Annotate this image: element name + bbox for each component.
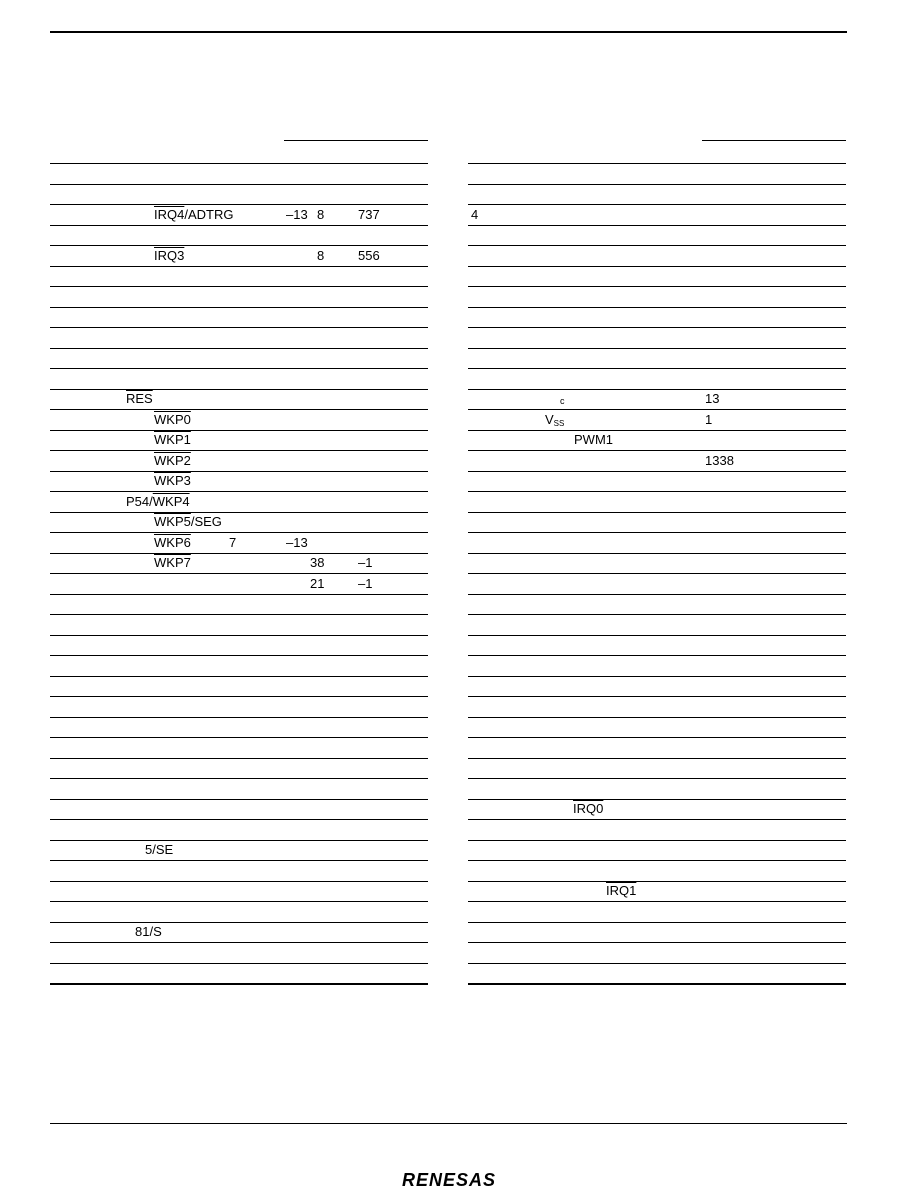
right-row-12-value: 1 [705, 412, 713, 427]
left-table-row-rule [50, 901, 428, 902]
left-row-20-v2: 21 [310, 576, 325, 591]
left-table-row-rule [50, 163, 428, 164]
left-table-row-rule [50, 840, 428, 841]
left-row-15-pin: WKP3 [154, 473, 191, 488]
right-table-row-rule [468, 594, 846, 595]
top-rule [50, 31, 847, 33]
right-table-row-rule [468, 840, 846, 841]
right-table-row-rule [468, 799, 846, 800]
left-table-row-rule [50, 532, 428, 533]
left-table-row-rule [50, 409, 428, 410]
left-row-17-pin: WKP5/SEG [154, 514, 222, 529]
left-table-row-rule [50, 860, 428, 861]
left-row-4-pin: IRQ3 [154, 248, 185, 263]
right-table-row-rule [468, 491, 846, 492]
right-table-row-rule [468, 204, 846, 205]
left-table-row-rule [50, 758, 428, 759]
left-table-row-rule [50, 491, 428, 492]
right-table-row-rule [468, 778, 846, 779]
left-row-37-text: 81/S [135, 924, 162, 939]
right-table-row-rule [468, 860, 846, 861]
left-row-18-v1: –13 [286, 535, 308, 550]
right-table-row-rule [468, 266, 846, 267]
right-table-row-rule [468, 635, 846, 636]
left-table-row-rule [50, 799, 428, 800]
left-row-2-v1: –13 [286, 207, 308, 222]
right-table-row-rule [468, 901, 846, 902]
left-table-row-rule [50, 635, 428, 636]
right-table-row-rule [468, 163, 846, 164]
left-table-row-rule [50, 368, 428, 369]
right-header-rule [702, 140, 846, 141]
left-table-row-rule [50, 573, 428, 574]
left-table-row-rule [50, 307, 428, 308]
left-table-row-rule [50, 348, 428, 349]
right-table-row-rule [468, 758, 846, 759]
right-table-row-rule [468, 717, 846, 718]
right-row-11-label: c [560, 396, 565, 406]
right-table-row-rule [468, 942, 846, 943]
left-table-row-rule [50, 471, 428, 472]
right-table-row-rule [468, 737, 846, 738]
right-table-row-rule [468, 922, 846, 923]
right-table-row-rule [468, 881, 846, 882]
left-table-row-rule [50, 717, 428, 718]
right-row-11-value: 13 [705, 391, 720, 406]
left-row-20-v3: –1 [358, 576, 373, 591]
right-table-row-rule [468, 819, 846, 820]
left-row-12-pin: WKP0 [154, 412, 191, 427]
right-table-row-rule [468, 184, 846, 185]
right-table-row-rule [468, 409, 846, 410]
left-row-4-v2: 8 [317, 248, 325, 263]
right-row-35-label: IRQ1 [606, 883, 637, 898]
right-table-row-rule [468, 307, 846, 308]
right-table-row-rule [468, 430, 846, 431]
right-table-row-rule [468, 983, 846, 985]
right-table-row-rule [468, 963, 846, 964]
right-table-row-rule [468, 286, 846, 287]
left-table-row-rule [50, 983, 428, 985]
left-row-14-pin: WKP2 [154, 453, 191, 468]
left-table-row-rule [50, 266, 428, 267]
right-row-13-label: PWM1 [574, 432, 613, 447]
left-row-19-v2: 38 [310, 555, 325, 570]
left-table-row-rule [50, 430, 428, 431]
left-row-2-v2: 8 [317, 207, 325, 222]
right-table-row-rule [468, 368, 846, 369]
bottom-rule [50, 1123, 847, 1124]
left-row-2-pin: IRQ4/ADTRG [154, 207, 234, 222]
left-table-row-rule [50, 819, 428, 820]
right-table-row-rule [468, 573, 846, 574]
left-row-33-text: 5/SE [145, 842, 174, 857]
left-table-row-rule [50, 655, 428, 656]
renesas-logo: RENESAS [401, 1170, 497, 1190]
right-table-row-rule [468, 696, 846, 697]
right-table-row-rule [468, 450, 846, 451]
left-table-row-rule [50, 389, 428, 390]
left-table-row-rule [50, 184, 428, 185]
right-table-row-rule [468, 245, 846, 246]
left-table-row-rule [50, 942, 428, 943]
left-row-4-v3: 556 [358, 248, 380, 263]
left-table-row-rule [50, 327, 428, 328]
left-table-row-rule [50, 553, 428, 554]
right-table-row-rule [468, 512, 846, 513]
right-table-row-rule [468, 532, 846, 533]
right-table-row-rule [468, 471, 846, 472]
left-table-row-rule [50, 963, 428, 964]
left-row-19-v3: –1 [358, 555, 373, 570]
right-table-row-rule [468, 389, 846, 390]
right-table-row-rule [468, 348, 846, 349]
right-row-2-text: 4 [471, 207, 479, 222]
left-table-row-rule [50, 614, 428, 615]
left-table-row-rule [50, 450, 428, 451]
right-table-row-rule [468, 225, 846, 226]
left-table-row-rule [50, 922, 428, 923]
right-table-row-rule [468, 614, 846, 615]
left-table-row-rule [50, 881, 428, 882]
right-table-row-rule [468, 327, 846, 328]
left-header-rule [284, 140, 428, 141]
right-table-row-rule [468, 655, 846, 656]
right-table-row-rule [468, 553, 846, 554]
right-row-31-label: IRQ0 [573, 801, 604, 816]
left-table-row-rule [50, 225, 428, 226]
left-row-13-pin: WKP1 [154, 432, 191, 447]
left-row-18-v0: 7 [229, 535, 237, 550]
left-table-row-rule [50, 696, 428, 697]
left-row-18-pin: WKP6 [154, 535, 191, 550]
left-table-row-rule [50, 594, 428, 595]
left-table-row-rule [50, 245, 428, 246]
right-row-12-label: $V_{SS}$ [545, 412, 565, 428]
left-table-row-rule [50, 204, 428, 205]
left-table-row-rule [50, 676, 428, 677]
left-row-16-pin: P54/WKP4 [126, 494, 190, 509]
left-row-2-v3: 737 [358, 207, 380, 222]
left-table-row-rule [50, 286, 428, 287]
left-table-row-rule [50, 737, 428, 738]
right-table-row-rule [468, 676, 846, 677]
left-table-row-rule [50, 778, 428, 779]
left-row-11-pin: $\overline{RES}$ [126, 391, 153, 406]
left-table-row-rule [50, 512, 428, 513]
left-row-19-pin: WKP7 [154, 555, 191, 570]
right-row-14-value: 1338 [705, 453, 734, 468]
